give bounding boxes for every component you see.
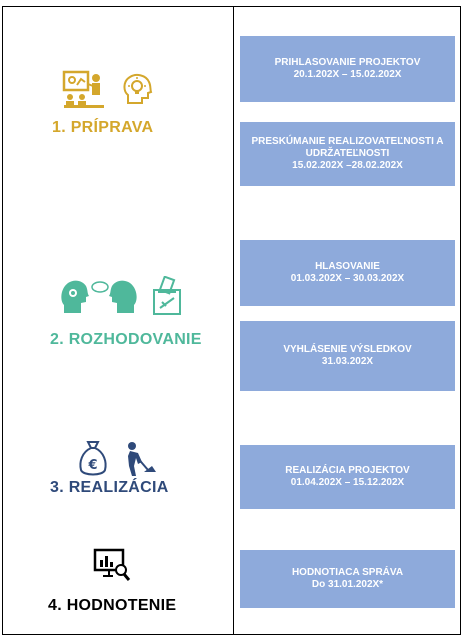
step-title: VYHLÁSENIE VÝSLEDKOV (283, 344, 412, 355)
phase-4-label: 4. HODNOTENIE (48, 597, 177, 614)
ballot-box-icon (152, 276, 182, 321)
phase-1-icons (62, 70, 154, 115)
step-title: PRESKÚMANIE REALIZOVATEĽNOSTI A UDRŽATEĽNOSTI (251, 136, 444, 159)
phase-2-icons (60, 276, 182, 321)
phase-4-icons (93, 548, 131, 587)
presentation-board-icon (62, 70, 106, 115)
step-title: HLASOVANIE (315, 261, 380, 272)
step-date: 15.02.202X –28.02.202X (292, 160, 403, 171)
step-date: 31.03.202X (321, 356, 374, 367)
step-box-submission (240, 36, 455, 102)
column-divider (233, 6, 234, 635)
step-box-evaluation-report (240, 550, 455, 608)
step-title: PRIHLASOVANIE PROJEKTOV (274, 57, 421, 68)
phase-3-icons (78, 440, 158, 483)
step-date: 01.04.202X – 15.12.202X (290, 477, 405, 488)
analytics-screen-magnifier-icon (93, 548, 131, 587)
step-title: REALIZÁCIA PROJEKTOV (285, 465, 410, 476)
worker-shoveling-icon (122, 440, 158, 483)
step-date: 01.03.202X – 30.03.202X (290, 273, 405, 284)
phase-3-label: 3. REALIZÁCIA (50, 479, 169, 496)
phase-2-label: 2. ROZHODOVANIE (50, 331, 202, 348)
phase-1-label: 1. PRÍPRAVA (52, 119, 154, 136)
step-title: HODNOTIACA SPRÁVA (291, 567, 404, 578)
svg-text:€: € (88, 458, 98, 473)
step-box-results (240, 321, 455, 391)
step-box-review (240, 122, 455, 186)
step-box-implementation (240, 445, 455, 509)
step-date: Do 31.01.202X* (311, 579, 384, 590)
lightbulb-head-icon (120, 73, 154, 112)
step-box-voting (240, 240, 455, 306)
euro-money-bag-icon (78, 440, 108, 483)
two-heads-talking-icon (60, 277, 138, 320)
step-date: 20.1.202X – 15.02.202X (293, 69, 402, 80)
